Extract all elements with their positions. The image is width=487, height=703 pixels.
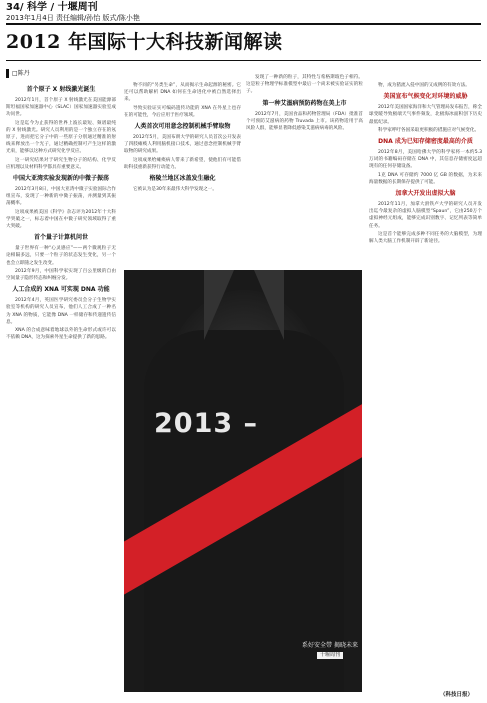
- headline-rule: [6, 60, 481, 61]
- poster-image: [124, 270, 362, 692]
- section-heading: 中国大亚湾实验发现新的中微子振荡: [12, 175, 109, 183]
- paragraph: 量子世界有一种“心灵感应”——两个微观粒子无论相隔多远，只要一个粒子的状态发生变化，另一个也会立即随之发生改变。: [6, 246, 116, 266]
- paragraph: 2012年4月，英国医学研究委员会分子生物学实验室等机构的研究人员宣布，他们人工合成了一种名为 XNA 的物质，它能像 DNA 一样储存和传递遗传信息。: [6, 298, 116, 325]
- headline: 2012 年国际十大科技新闻解读: [6, 31, 283, 53]
- paragraph: 2012年3月8日，中国大亚湾中微子实验国际合作组宣布，发现了一种新的中微子振荡，并测量到其振荡概率。: [6, 187, 116, 207]
- paragraph: 物不同的“另类生命”，从而揭示生命起源的秘密。它还可以帮助解析 DNA 如何在生命进化中被自然选择出来。: [124, 83, 241, 103]
- poster-collar-right: [254, 270, 284, 340]
- paragraph: 物，成为猪流入侵中国的又成例的有效方法。: [378, 83, 470, 88]
- paragraph: 2012年1月，首个原子 X 射线激光在美国能源部斯坦福国家加速器中心（SLAC）国家加速器实验室成功问世。: [6, 98, 116, 118]
- poster-tag: 十堰周刊: [317, 652, 343, 659]
- poster-caption-text: 系好安全带 揭晓未来: [302, 642, 358, 649]
- column-3: [246, 74, 363, 260]
- section-heading: DNA 成为已知存储密度最高的介质: [378, 138, 473, 146]
- byline: □陈丹: [6, 69, 56, 78]
- column-1: [6, 82, 116, 694]
- section-heading: 美国宣布气候变化对环境的威胁: [383, 93, 468, 101]
- paragraph: XNA 的合成意味着地球以外的生命形式或许可以不依赖 DNA，这为探索外星生命提供了新的思路。: [6, 328, 116, 341]
- poster-year: 2013 –: [154, 408, 259, 439]
- section-heading: 人工合成的 XNA 可实现 DNA 功能: [12, 286, 110, 294]
- column-2: [124, 82, 241, 268]
- section-heading: 人类首次可用意念控制机械手臂取物: [134, 123, 231, 131]
- paragraph: 2012年5月，美国布朗大学的研究人员首次公开发表了四肢瘫痪人利用脑机接口技术，通过意念控制机械手臂取物的研究成果。: [124, 135, 241, 155]
- paragraph: 它被认为是30年来最伟大科学发现之一。: [133, 187, 217, 193]
- paragraph: 导致实验证实可编码遗传功能的 XNA 在外星上也存在的可能性，今后应用于医疗领域。: [124, 105, 241, 118]
- masthead-rule: [6, 23, 481, 25]
- section-heading: 加拿大开发出虚拟大脑: [395, 190, 456, 198]
- paragraph: 2012年9月，中国科学家实现了百公里级的自由空间量子隐形传态和纠缠分发。: [6, 268, 116, 282]
- issue-info: 2013年1月4日 责任编辑/孙怡 版式/陈小艳: [6, 14, 140, 22]
- poster-caption: [302, 642, 358, 659]
- section-heading: 格陵兰地区冰盖发生融化: [149, 175, 216, 183]
- paragraph: 这是首个能够完成多种不同任务的大脑模型，为理解人类大脑工作机制开辟了新途径。: [369, 231, 482, 245]
- paragraph: 2012年11月，加拿大滑铁卢大学的研究人员开发出迄今最复杂的虚拟人脑模型“Spaun”，它由250万个虚拟神经元组成，能够完成识别数字、记忆列表等简单任务。: [369, 202, 482, 229]
- paragraph: 2012年8月，美国哈佛大学的科学家将一本约5.3万词的书籍编码存储在 DNA 中，其信息存储密度远超现有的任何存储设备。: [369, 150, 482, 170]
- poster-collar-left: [204, 270, 234, 340]
- paragraph: 1克 DNA 可存储约 7000 亿 GB 的数据，为未来海量数据的长期保存提供了可能。: [369, 172, 482, 185]
- paragraph: 2012年美国国家海洋和大气管理局发布报告，称全球变暖导致极端天气事件频发，北极海冰面积创下历史最低纪录。: [369, 105, 482, 125]
- masthead: [6, 2, 481, 24]
- paragraph: 这一研究结果对于研究生物分子的结构、化学反应机理以及材料科学都具有重要意义。: [6, 157, 116, 170]
- paragraph: 发现了一种新的粒子，其特性与希格斯玻色子相符。这是粒子物理学标准模型中最后一个尚未被实验证实的粒子。: [246, 75, 363, 95]
- column-4: [369, 82, 482, 694]
- paragraph: 这是迄今为止获得的世界上波长最短、频谱最纯的 X 射线激光。研究人员利用的是一个独立存在的氖原子，进而把它分子中的一些原子分别通过精准的射线来释放出一个光子，通过精确控制可产生这样的激光束，能够以这种方式研究化学反应。: [6, 120, 116, 155]
- section-heading: 首个原子 X 射线激光诞生: [26, 86, 96, 93]
- paragraph: 科学家呼吁各国采取更积极的措施应对气候变化。: [378, 127, 480, 133]
- paragraph: 2012年7月，美国食品和药物管理局（FDA）批准首个可预防艾滋病的药物 Truvada 上市。该药物适用于高风险人群，能够显著降低感染艾滋病病毒的风险。: [246, 111, 363, 132]
- section-heading: 第一种艾滋病预防药物在美上市: [262, 99, 347, 107]
- paragraph: 这项成果给瘫痪病人带来了新希望，使他们有可能借助科技重新获得行动能力。: [124, 157, 241, 170]
- source-credit: （科技日报）: [440, 692, 474, 698]
- section-heading: 首个量子计算机问世: [33, 234, 88, 242]
- paragraph: 这项成果被美国《科学》杂志评为2012年十大科学突破之一，标志着中国在中微子研究领域取得了重大突破。: [6, 209, 116, 230]
- section-title: 34/ 科学 / 十堰周刊: [6, 2, 98, 13]
